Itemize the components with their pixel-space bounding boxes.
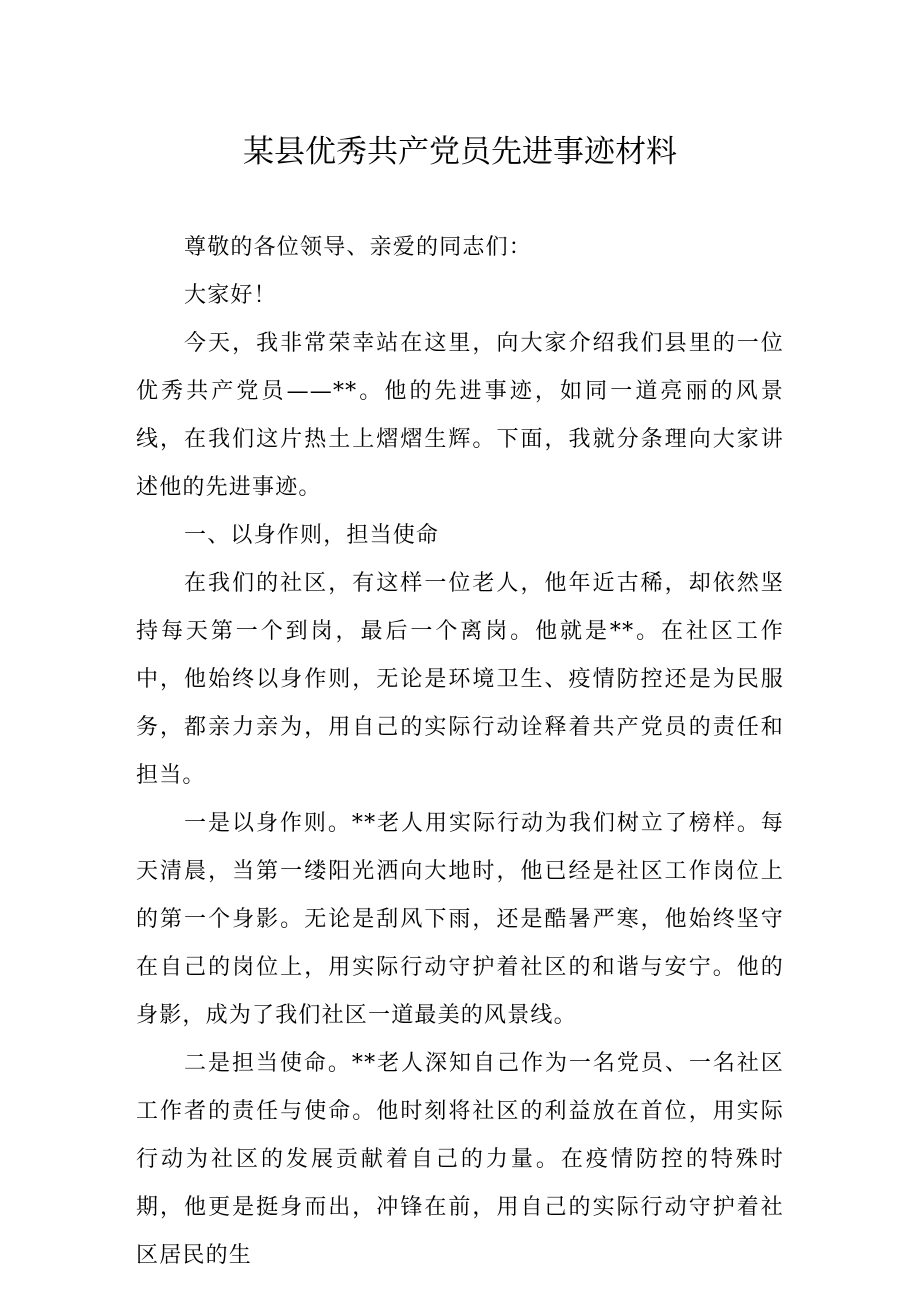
body-paragraph: 一是以身作则。**老人用实际行动为我们树立了榜样。每天清晨，当第一缕阳光洒向大地时，他已经是社区工作岗位上的第一个身影。无论是刮风下雨，还是酷暑严寒，他始终坚守在自己的岗位上，用实际行动守护着社区的和谐与安宁。他的身影，成为了我们社区一道最美的风景线。 [136, 811, 784, 1028]
document-body [136, 224, 784, 1280]
salutation-paragraph: 尊敬的各位领导、亲爱的同志们： [184, 235, 533, 260]
document-title: 某县优秀共产党员先进事迹材料 [243, 134, 677, 170]
body-paragraph: 二是担当使命。**老人深知自己作为一名党员、一名社区工作者的责任与使命。他时刻将社区的利益放在首位，用实际行动为社区的发展贡献着自己的力量。在疫情防控的特殊时期，他更是挺身而出，冲锋在前，用自己的实际行动守护着社区居民的生 [136, 1051, 784, 1268]
greeting-paragraph: 大家好！ [184, 283, 277, 308]
intro-paragraph: 今天，我非常荣幸站在这里，向大家介绍我们县里的一位优秀共产党员——**。他的先进事迹，如同一道亮丽的风景线，在我们这片热土上熠熠生辉。下面，我就分条理向大家讲述他的先进事迹。 [136, 331, 784, 500]
section-heading: 一、以身作则，担当使命 [184, 523, 440, 548]
body-paragraph: 在我们的社区，有这样一位老人，他年近古稀，却依然坚持每天第一个到岗，最后一个离岗。他就是**。在社区工作中，他始终以身作则，无论是环境卫生、疫情防控还是为民服务，都亲力亲为，用自己的实际行动诠释着共产党员的责任和担当。 [136, 571, 784, 788]
